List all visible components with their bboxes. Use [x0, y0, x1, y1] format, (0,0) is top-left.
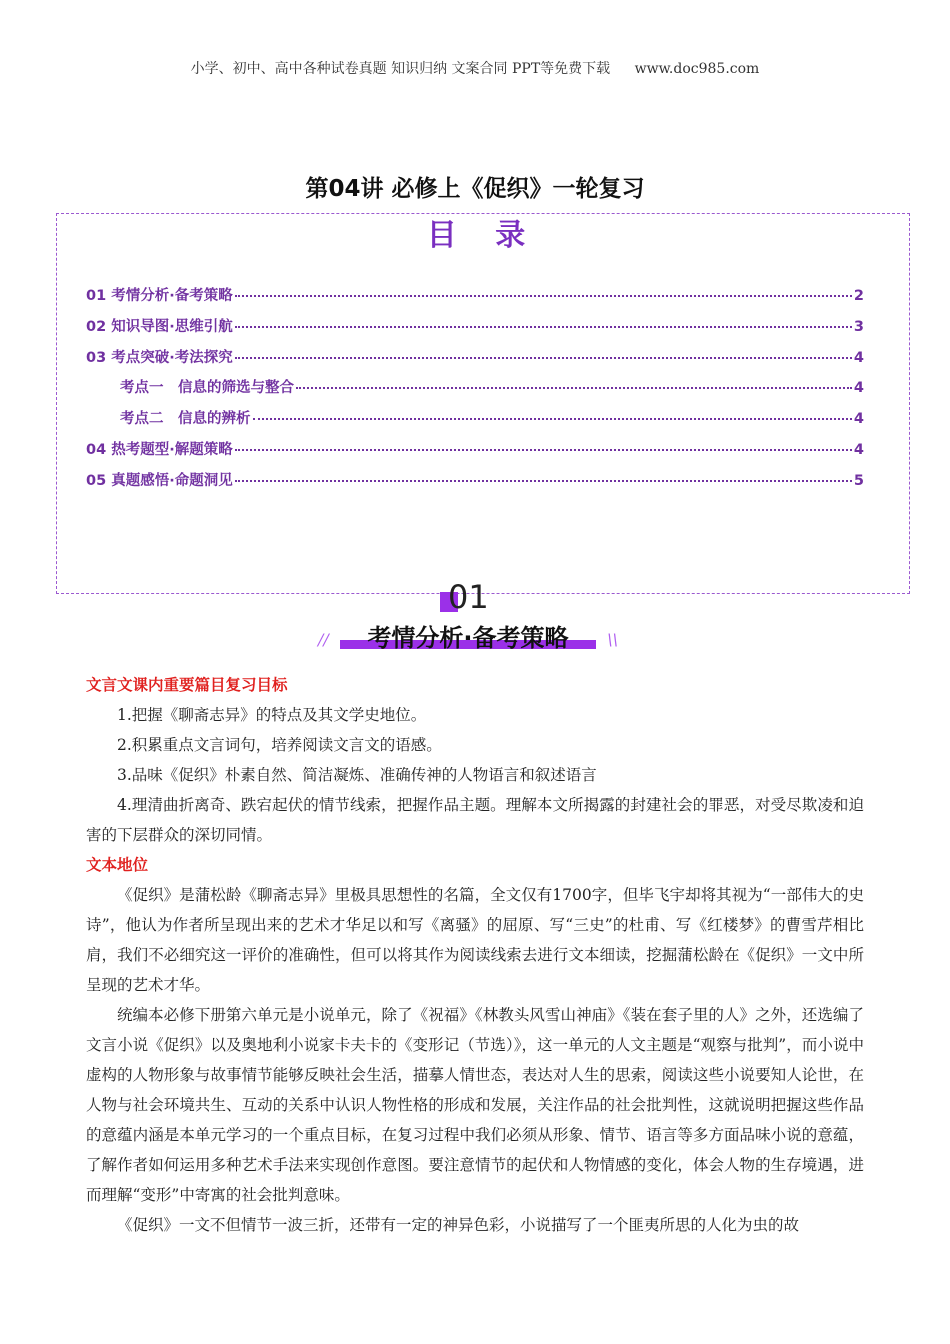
toc-item[interactable]: [86, 284, 864, 315]
toc-heading: 目 录: [426, 218, 540, 253]
goals-heading: 文言文课内重要篇目复习目标: [86, 676, 288, 694]
paragraph: 统编本必修下册第六单元是小说单元，除了《祝福》《林教头风雪山神庙》《装在套子里的人》之外，还选编了文言小说《促织》以及奥地利小说家卡夫卡的《变形记（节选）》，这一单元的人文主题是“观察与批判”，而小说中虚构的人物形象与故事情节能够反映社会生活，描摹人情世态，表达对人生的思索，阅读这些小说要知人论世，在人物与社会环境共生、互动的关系中认识人物性格的形成和发展，关注作品的社会批判性，这就说明把握这些作品的意蕴内涵是本单元学习的一个重点目标，在复习过程中我们必须从形象、情节、语言等多方面品味小说的意蕴，了解作者如何运用多种艺术手法来实现创作意图。要注意情节的起伏和人物情感的变化，体会人物的生存境遇，进而理解“变形”中寄寓的社会批判意味。: [86, 1006, 864, 1204]
paragraph: 《促织》是蒲松龄《聊斋志异》里极具思想性的名篇，全文仅有1700字，但毕飞宇却将其视为“一部伟大的史诗”，他认为作者所呈现出来的艺术才华足以和写《离骚》的屈原、写“三史”的杜甫、写《红楼梦》的曹雪芹相比肩，我们不必细究这一评价的准确性，但可以将其作为阅读线索去进行文本细读，挖掘蒲松龄在《促织》一文中所呈现的艺术才华。: [86, 886, 864, 994]
section-title: [318, 618, 618, 653]
toc-leader-dots: [235, 449, 852, 451]
page-title: 第04讲 必修上《促织》一轮复习: [305, 176, 645, 202]
toc-leader-dots: [253, 418, 852, 420]
section-number-text: 01: [448, 578, 489, 616]
toc-item[interactable]: [86, 438, 864, 469]
goal-item: 3.品味《促织》朴素自然、简洁凝炼、准确传神的人物语言和叙述语言: [117, 766, 597, 784]
toc-item-page: 2: [853, 288, 864, 304]
header-text: 小学、初中、高中各种试卷真题 知识归纳 文案合同 PPT等免费下载: [190, 61, 611, 77]
toc-leader-dots: [235, 357, 852, 359]
header-url[interactable]: www.doc985.com: [634, 61, 760, 77]
toc-leader-dots: [296, 387, 852, 389]
toc-item-label: 03 考点突破·考法探究: [86, 349, 233, 366]
toc-item-label: 01 考情分析·备考策略: [86, 288, 233, 304]
toc-item-label: 02 知识导图·思维引航: [86, 318, 233, 335]
toc-item[interactable]: [86, 407, 864, 438]
toc-leader-dots: [235, 480, 852, 482]
status-heading: 文本地位: [86, 856, 149, 874]
goal-item: 2.积累重点文言词句，培养阅读文言文的语感。: [117, 736, 442, 754]
toc-item-label: 04 热考题型·解题策略: [86, 441, 233, 458]
toc-item-page: 4: [853, 349, 864, 366]
toc-item-page: 4: [853, 380, 864, 397]
toc-item[interactable]: [86, 469, 864, 500]
toc-item-page: 3: [853, 318, 864, 335]
toc-item-page: 5: [853, 472, 864, 489]
toc-item[interactable]: [86, 376, 864, 407]
paragraph: 《促织》一文不但情节一波三折，还带有一定的神异色彩，小说描写了一个匪夷所思的人化为虫的故: [117, 1216, 800, 1234]
goal-item: 1.把握《聊斋志异》的特点及其文学史地位。: [117, 706, 427, 724]
content-body: [86, 670, 864, 1240]
toc-item-label: 考点一 信息的筛选与整合: [120, 380, 294, 397]
toc-item-label: 05 真题感悟·命题洞见: [86, 472, 233, 489]
table-of-contents: [56, 213, 910, 594]
toc-item[interactable]: [86, 315, 864, 346]
section-number: [440, 578, 520, 616]
toc-item-page: 4: [853, 411, 864, 428]
page-header: [0, 58, 950, 78]
slash-decoration-left: //: [318, 630, 329, 649]
toc-leader-dots: [235, 295, 852, 297]
toc-leader-dots: [235, 326, 852, 328]
toc-item-page: 4: [853, 441, 864, 458]
toc-item-label: 考点二 信息的辨析: [120, 411, 251, 428]
toc-item[interactable]: [86, 346, 864, 377]
goal-item: 4.理清曲折离奇、跌宕起伏的情节线索，把握作品主题。理解本文所揭露的封建社会的罪恶，对受尽欺凌和迫害的下层群众的深切同情。: [86, 796, 864, 844]
section-title-text: 考情分析·备考策略: [367, 624, 569, 652]
slash-decoration-right: \\: [607, 630, 618, 649]
